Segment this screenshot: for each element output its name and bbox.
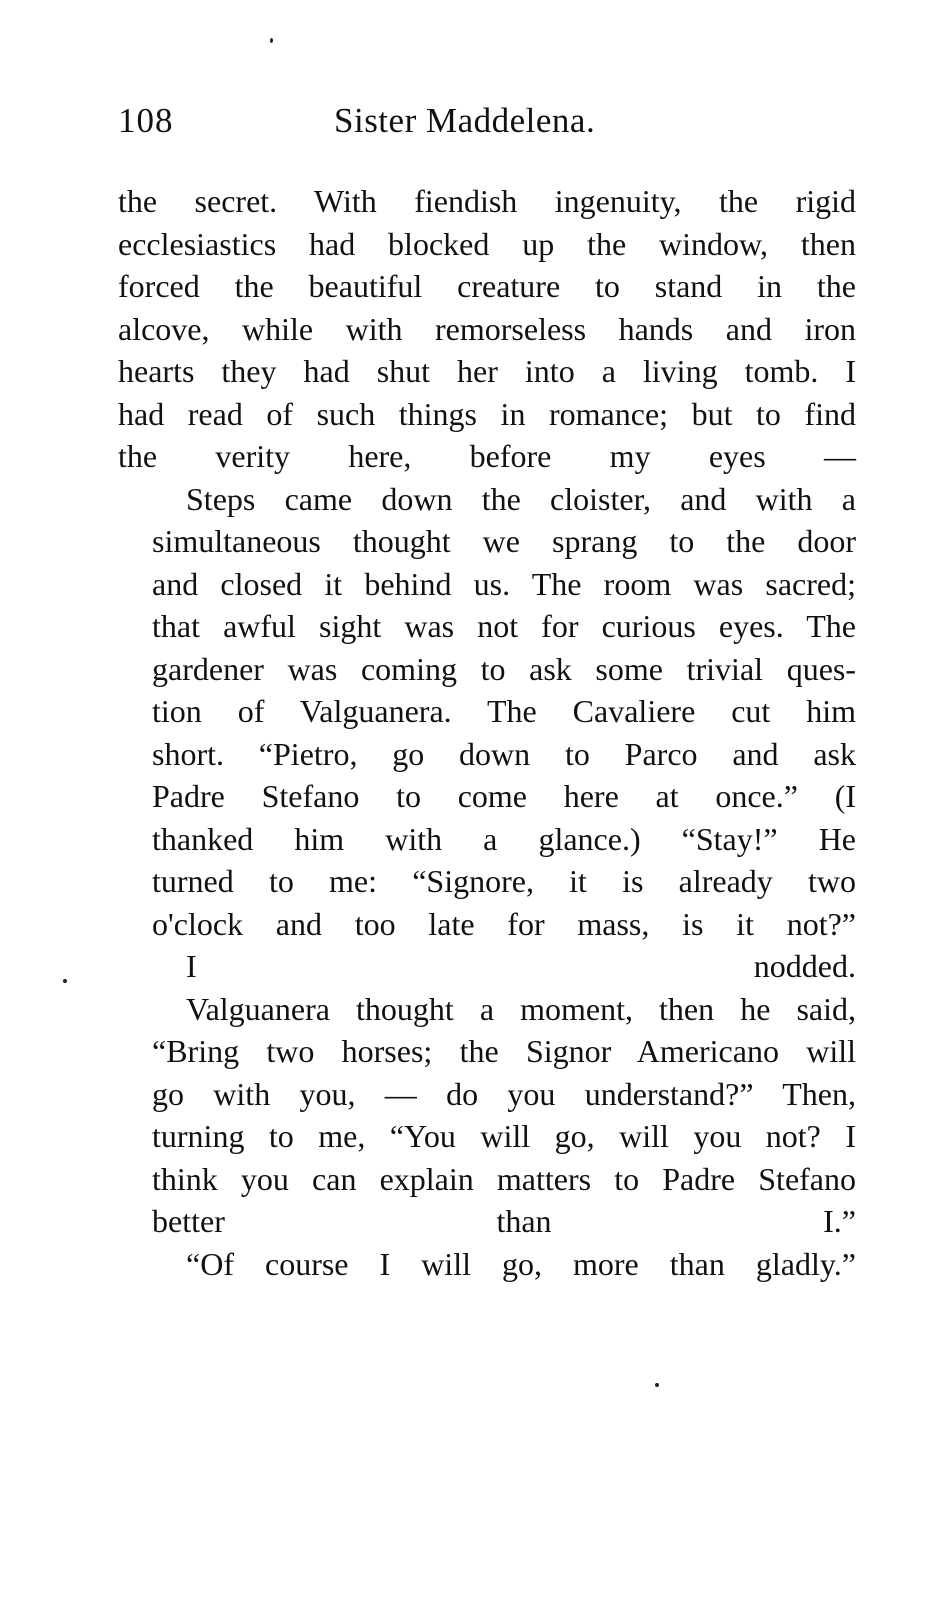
paragraph-2 <box>118 478 856 946</box>
print-speck <box>63 979 67 983</box>
paragraph-4 <box>118 988 856 1243</box>
print-speck <box>270 38 273 43</box>
text-line: think you can explain matters to Padre Stefano <box>152 1160 856 1197</box>
text-line: and closed it behind us. The room was sacred; <box>152 565 856 602</box>
text-line: the secret. With fiendish ingenuity, the rigid <box>118 183 856 219</box>
paragraph-3 <box>118 945 856 988</box>
text-line: forced the beautiful creature to stand in the <box>118 268 856 304</box>
text-line: hearts they had shut her into a living tomb. I <box>118 353 856 389</box>
text-line: alcove, while with remorseless hands and iron <box>118 310 856 347</box>
body-text <box>118 180 856 1285</box>
text-line: tion of Valguanera. The Cavaliere cut him <box>152 693 856 729</box>
text-line: simultaneous thought we sprang to the door <box>152 523 856 559</box>
text-line: go with you, — do you understand?” Then, <box>152 1075 856 1112</box>
text-line: the verity here, before my eyes — <box>118 438 856 474</box>
text-line: gardener was coming to ask some trivial ques- <box>152 650 856 687</box>
text-line: o'clock and too late for mass, is it not?” <box>152 905 856 942</box>
text-line: “Of course I will go, more than gladly.” <box>186 1245 856 1282</box>
text-line: better than I.” <box>152 1203 856 1239</box>
running-title: Sister Maddelena. <box>334 101 596 140</box>
print-speck <box>655 1383 659 1387</box>
text-line: that awful sight was not for curious eyes. The <box>152 608 856 644</box>
text-line: “Bring two horses; the Signor Americano will <box>152 1033 856 1069</box>
paragraph-1 <box>118 180 856 478</box>
text-line: turned to me: “Signore, it is already two <box>152 863 856 899</box>
text-line: I nodded. <box>186 948 856 984</box>
text-line: had read of such things in romance; but to find <box>118 395 856 432</box>
text-line: ecclesiastics had blocked up the window, then <box>118 225 856 262</box>
text-line: Padre Stefano to come here at once.” (I <box>152 778 856 814</box>
paragraph-5 <box>118 1243 856 1286</box>
text-line: Steps came down the cloister, and with a <box>186 480 856 517</box>
text-line: Valguanera thought a moment, then he said, <box>186 990 856 1027</box>
text-line: thanked him with a glance.) “Stay!” He <box>152 820 856 857</box>
text-line: short. “Pietro, go down to Parco and ask <box>152 735 856 772</box>
page-header <box>118 96 858 146</box>
text-line: turning to me, “You will go, will you not? I <box>152 1118 856 1154</box>
page-number: 108 <box>118 101 174 140</box>
